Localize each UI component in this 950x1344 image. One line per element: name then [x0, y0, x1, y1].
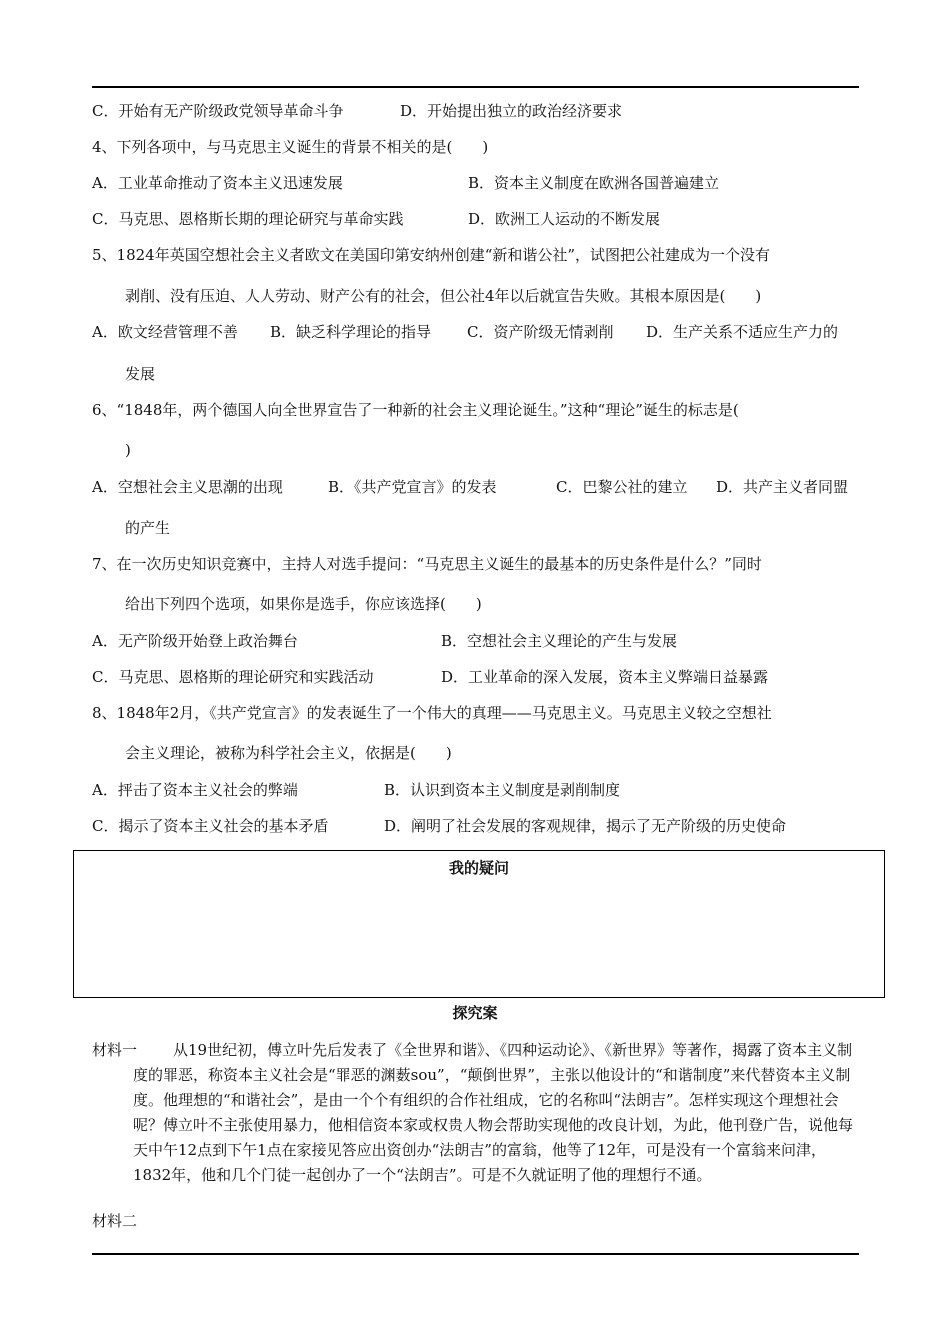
q6-stem-line2: )	[125, 441, 131, 459]
q4-stem: 4、下列各项中，与马克思主义诞生的背景不相关的是( )	[92, 138, 489, 156]
explore-title: 探究案	[452, 1004, 498, 1022]
q6-stem-line1: 6、“1848年，两个德国人向全世界宣告了一种新的社会主义理论诞生。”这种“理论”诞生的标志是(	[92, 401, 739, 419]
footer-rule	[92, 1253, 859, 1255]
q4-option-c: C．马克思、恩格斯长期的理论研究与革命实践	[92, 210, 404, 228]
q4-option-a: A．工业革命推动了资本主义迅速发展	[92, 174, 343, 192]
q5-option-d-cont: 发展	[125, 365, 156, 383]
q4-option-b: B．资本主义制度在欧洲各国普遍建立	[468, 174, 720, 192]
q3-option-c: C．开始有无产阶级政党领导革命斗争	[92, 102, 344, 120]
q5-option-d: D．生产关系不适应生产力的	[646, 323, 839, 341]
q6-option-d-cont: 的产生	[125, 519, 171, 537]
q3-option-d: D．开始提出独立的政治经济要求	[400, 102, 623, 120]
my-questions-box[interactable]	[73, 850, 885, 998]
q8-stem-line1: 8、1848年2月，《共产党宣言》的发表诞生了一个伟大的真理——马克思主义。马克思主义较之空想社	[92, 704, 772, 722]
q7-option-d: D．工业革命的深入发展，资本主义弊端日益暴露	[441, 668, 769, 686]
q7-option-b: B．空想社会主义理论的产生与发展	[441, 632, 678, 650]
q8-option-c: C．揭示了资本主义社会的基本矛盾	[92, 817, 329, 835]
q6-option-b: B．《共产党宣言》的发表	[328, 478, 497, 496]
q5-stem-line1: 5、1824年英国空想社会主义者欧文在美国印第安纳州创建“新和谐公社”，试图把公社建成为一个没有	[92, 246, 771, 264]
q7-stem-line2: 给出下列四个选项，如果你是选手，你应该选择( )	[125, 595, 482, 613]
q8-option-a: A．抨击了资本主义社会的弊端	[92, 781, 298, 799]
q5-option-b: B．缺乏科学理论的指导	[270, 323, 432, 341]
q8-stem-line2: 会主义理论，被称为科学社会主义，依据是( )	[125, 744, 452, 762]
q5-option-c: C．资产阶级无情剥削	[467, 323, 614, 341]
q6-option-c: C．巴黎公社的建立	[556, 478, 688, 496]
my-questions-title: 我的疑问	[448, 859, 509, 877]
q6-option-d: D．共产主义者同盟	[716, 478, 849, 496]
q8-option-b: B．认识到资本主义制度是剥削制度	[384, 781, 621, 799]
material1-label: 材料一	[92, 1041, 138, 1059]
q6-option-a: A．空想社会主义思潮的出现	[92, 478, 283, 496]
header-rule	[92, 86, 859, 88]
q5-stem-line2: 剥削、没有压迫、人人劳动、财产公有的社会，但公社4年以后就宣告失败。其根本原因是( )	[125, 287, 762, 305]
material1-text	[93, 1038, 860, 1188]
q7-option-a: A．无产阶级开始登上政治舞台	[92, 632, 298, 650]
q5-option-a: A．欧文经营管理不善	[92, 323, 238, 341]
q7-option-c: C．马克思、恩格斯的理论研究和实践活动	[92, 668, 374, 686]
q4-option-d: D．欧洲工人运动的不断发展	[468, 210, 661, 228]
material2-label: 材料二	[92, 1212, 138, 1230]
q8-option-d: D．阐明了社会发展的客观规律，揭示了无产阶级的历史使命	[384, 817, 787, 835]
material1-paragraph: 从19世纪初，傅立叶先后发表了《全世界和谐》、《四种运动论》、《新世界》等著作，揭露了资本主义制度的罪恶，称资本主义社会是“罪恶的渊薮sou”，“颠倒世界”，主张以他设计的“和谐制度”来代替资本主义制度。他理想的“和谐社会”，是由一个个有组织的合作社组成，它的名称叫“法朗吉”。怎样实现这个理想社会呢？傅立叶不主张使用暴力，他相信资本家或权贵人物会帮助实现他的改良计划，为此，他刊登广告，说他每天中午12点到下午1点在家接见答应出资创办“法朗吉”的富翁，他等了12年，可是没有一个富翁来问津，1832年，他和几个门徒一起创办了一个“法朗吉”。可是不久就证明了他的理想行不通。	[133, 1041, 854, 1184]
q7-stem-line1: 7、在一次历史知识竞赛中，主持人对选手提问：“马克思主义诞生的最基本的历史条件是什么？”同时	[92, 555, 762, 573]
